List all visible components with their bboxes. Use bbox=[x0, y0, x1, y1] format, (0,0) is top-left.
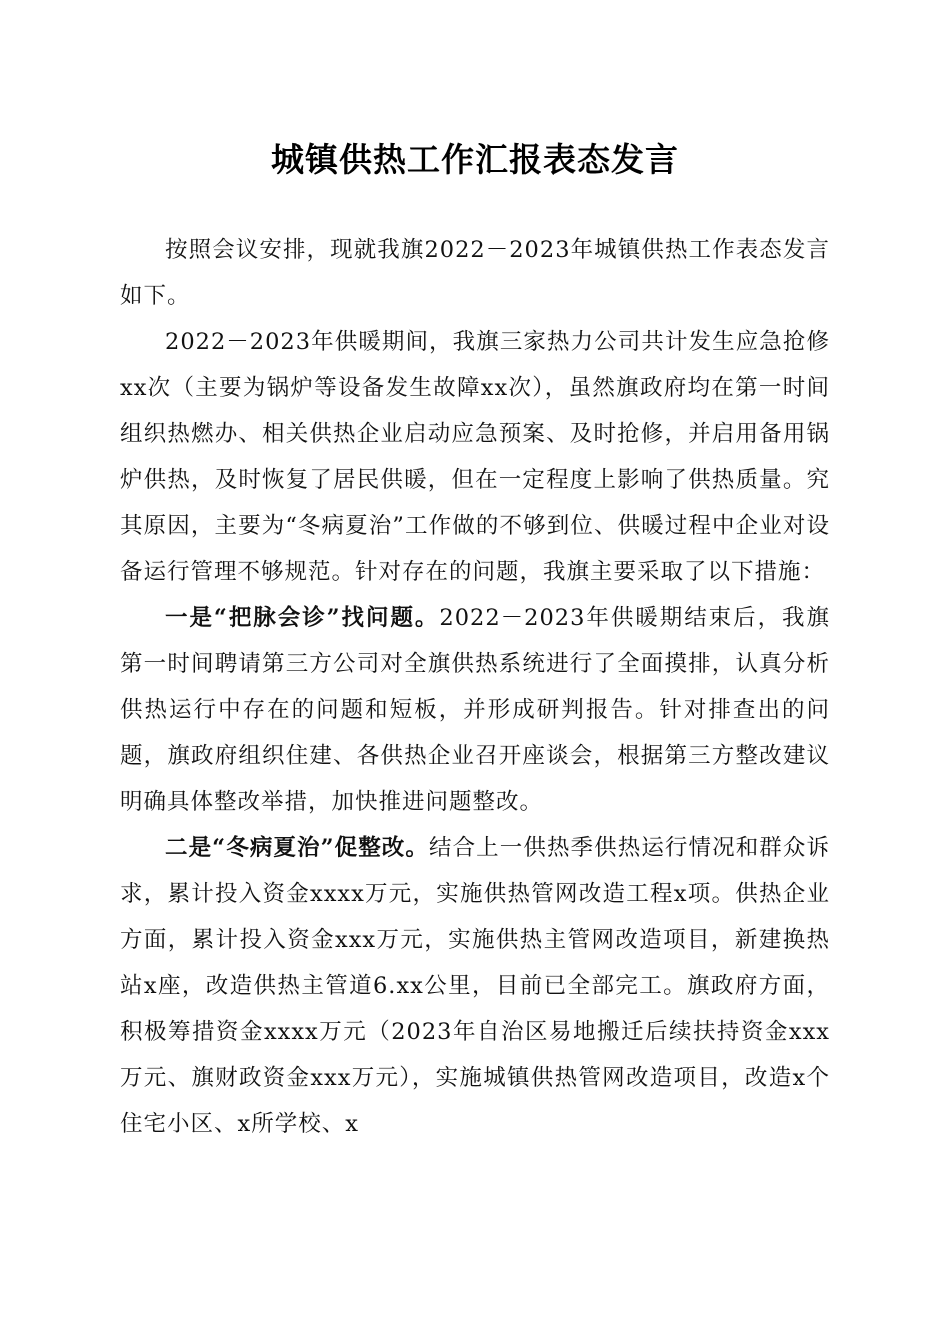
paragraph-background bbox=[120, 319, 830, 595]
paragraph-text: 2022－2023年供暖期结束后，我旗第一时间聘请第三方公司对全旗供热系统进行了全面摸排，认真分析供热运行中存在的问题和短板，并形成研判报告。针对排查出的问题，旗政府组织住建、各供热企业召开座谈会，根据第三方整改建议明确具体整改举措，加快推进问题整改。 bbox=[120, 605, 830, 815]
paragraph-lead: 一是“把脉会诊”找问题。 bbox=[165, 605, 440, 631]
paragraph-measure-1 bbox=[120, 595, 830, 825]
paragraph-text: 2022－2023年供暖期间，我旗三家热力公司共计发生应急抢修xx次（主要为锅炉等设备发生故障xx次），虽然旗政府均在第一时间组织热燃办、相关供热企业启动应急预案、及时抢修，并启用备用锅炉供热，及时恢复了居民供暖，但在一定程度上影响了供热质量。究其原因，主要为“冬病夏治”工作做的不够到位、供暖过程中企业对设备运行管理不够规范。针对存在的问题，我旗主要采取了以下措施： bbox=[120, 329, 830, 585]
paragraph-measure-2 bbox=[120, 825, 830, 1147]
document-body bbox=[120, 227, 830, 1147]
paragraph-text: 按照会议安排，现就我旗2022－2023年城镇供热工作表态发言如下。 bbox=[120, 237, 830, 309]
paragraph-intro bbox=[120, 227, 830, 319]
document-title: 城镇供热工作汇报表态发言 bbox=[271, 140, 679, 179]
paragraph-lead: 二是“冬病夏治”促整改。 bbox=[165, 835, 429, 861]
paragraph-text: 结合上一供热季供热运行情况和群众诉求，累计投入资金xxxx万元，实施供热管网改造工程x项。供热企业方面，累计投入资金xxx万元，实施供热主管网改造项目，新建换热站x座，改造供热主管道6.xx公里，目前已全部完工。旗政府方面，积极筹措资金xxxx万元（2023年自治区易地搬迁后续扶持资金xxx万元、旗财政资金xxx万元），实施城镇供热管网改造项目，改造x个住宅小区、x所学校、x bbox=[120, 835, 830, 1137]
